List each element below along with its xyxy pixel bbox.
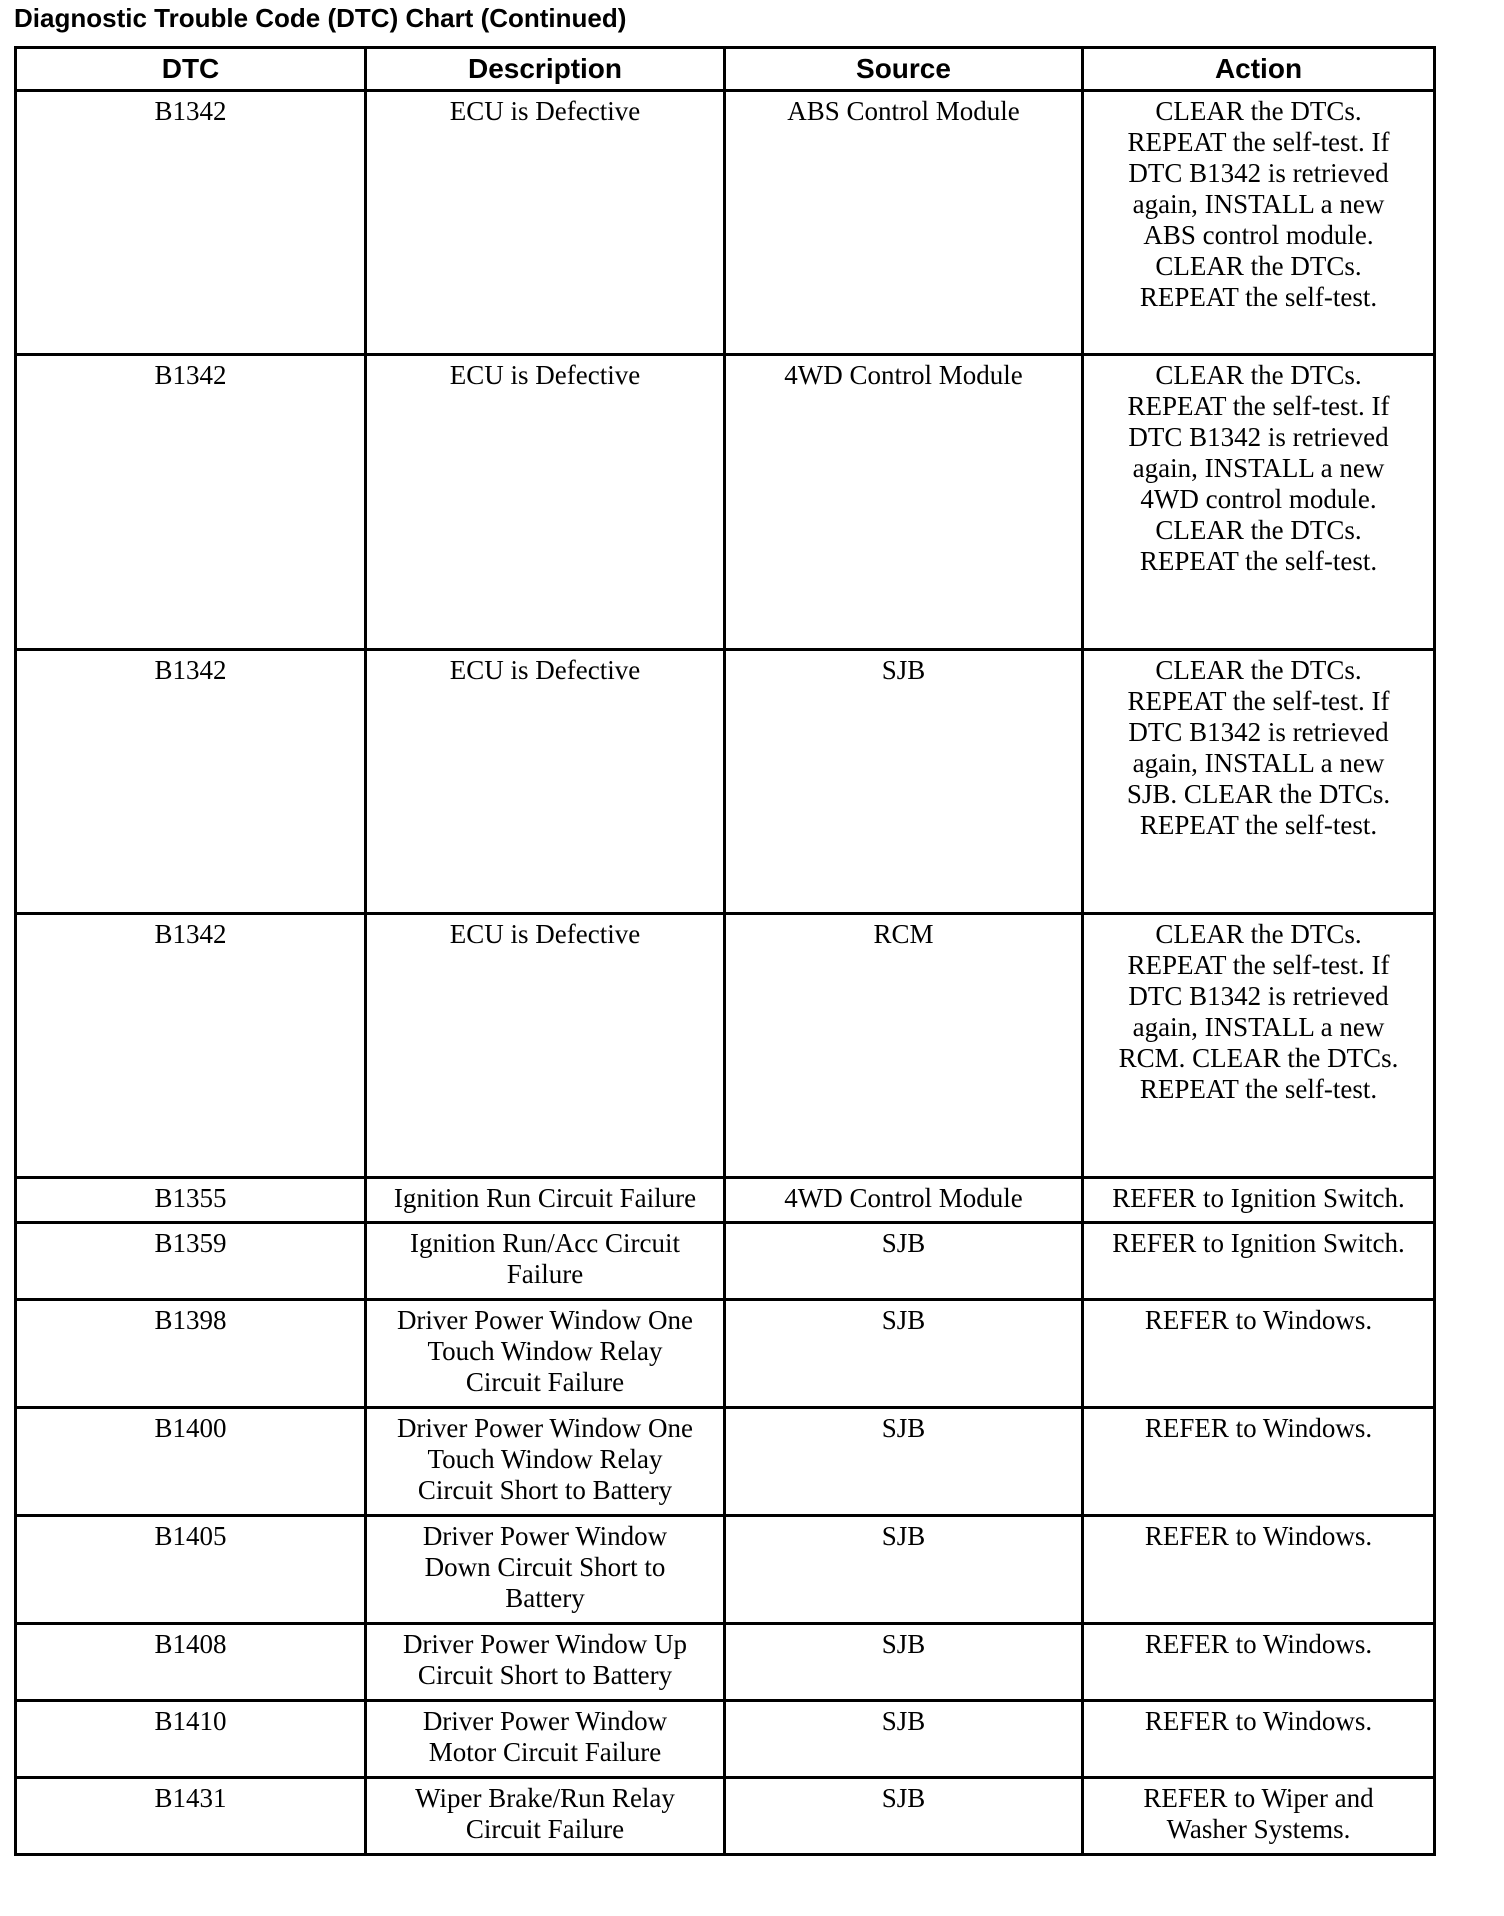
- table-row: [16, 355, 1435, 650]
- table-row: [16, 1223, 1435, 1300]
- column-header-description: Description: [366, 48, 725, 91]
- dtc-code: B1431: [16, 1778, 366, 1855]
- dtc-code: B1342: [16, 355, 366, 650]
- dtc-action: CLEAR the DTCs. REPEAT the self-test. If DTC B1342 is retrieved again, INSTALL a new SJB. CLEAR the DTCs. REPEAT the self-test.: [1083, 650, 1435, 914]
- column-header-source: Source: [725, 48, 1083, 91]
- dtc-action: CLEAR the DTCs. REPEAT the self-test. If DTC B1342 is retrieved again, INSTALL a new ABS control module. CLEAR the DTCs. REPEAT the self-test.: [1083, 91, 1435, 355]
- dtc-source: 4WD Control Module: [725, 355, 1083, 650]
- dtc-description: Wiper Brake/Run Relay Circuit Failure: [366, 1778, 725, 1855]
- table-row: [16, 1178, 1435, 1223]
- dtc-code: B1400: [16, 1408, 366, 1516]
- dtc-code: B1342: [16, 914, 366, 1178]
- dtc-action: REFER to Windows.: [1083, 1408, 1435, 1516]
- dtc-source: ABS Control Module: [725, 91, 1083, 355]
- dtc-source: SJB: [725, 1300, 1083, 1408]
- dtc-code: B1405: [16, 1516, 366, 1624]
- dtc-description: Driver Power Window One Touch Window Relay Circuit Short to Battery: [366, 1408, 725, 1516]
- dtc-code: B1410: [16, 1701, 366, 1778]
- dtc-code: B1355: [16, 1178, 366, 1223]
- table-row: [16, 650, 1435, 914]
- dtc-code: B1359: [16, 1223, 366, 1300]
- table-row: [16, 1408, 1435, 1516]
- dtc-action: CLEAR the DTCs. REPEAT the self-test. If DTC B1342 is retrieved again, INSTALL a new RCM. CLEAR the DTCs. REPEAT the self-test.: [1083, 914, 1435, 1178]
- dtc-source: SJB: [725, 1516, 1083, 1624]
- dtc-description: Driver Power Window One Touch Window Relay Circuit Failure: [366, 1300, 725, 1408]
- dtc-action: REFER to Wiper and Washer Systems.: [1083, 1778, 1435, 1855]
- dtc-action: REFER to Windows.: [1083, 1516, 1435, 1624]
- dtc-action: REFER to Ignition Switch.: [1083, 1178, 1435, 1223]
- dtc-action: REFER to Ignition Switch.: [1083, 1223, 1435, 1300]
- dtc-chart-table: [14, 46, 1436, 1856]
- dtc-description: ECU is Defective: [366, 914, 725, 1178]
- table-row: [16, 914, 1435, 1178]
- dtc-description: ECU is Defective: [366, 91, 725, 355]
- dtc-action: REFER to Windows.: [1083, 1624, 1435, 1701]
- dtc-code: B1408: [16, 1624, 366, 1701]
- dtc-description: Driver Power Window Down Circuit Short to Battery: [366, 1516, 725, 1624]
- dtc-description: Driver Power Window Motor Circuit Failure: [366, 1701, 725, 1778]
- dtc-code: B1398: [16, 1300, 366, 1408]
- dtc-action: REFER to Windows.: [1083, 1300, 1435, 1408]
- table-row: [16, 1701, 1435, 1778]
- dtc-description: ECU is Defective: [366, 650, 725, 914]
- dtc-source: SJB: [725, 650, 1083, 914]
- dtc-source: SJB: [725, 1624, 1083, 1701]
- dtc-code: B1342: [16, 650, 366, 914]
- dtc-source: SJB: [725, 1408, 1083, 1516]
- dtc-description: ECU is Defective: [366, 355, 725, 650]
- dtc-source: 4WD Control Module: [725, 1178, 1083, 1223]
- table-row: [16, 1516, 1435, 1624]
- dtc-source: SJB: [725, 1223, 1083, 1300]
- dtc-description: Driver Power Window Up Circuit Short to Battery: [366, 1624, 725, 1701]
- dtc-code: B1342: [16, 91, 366, 355]
- table-row: [16, 1300, 1435, 1408]
- table-row: [16, 91, 1435, 355]
- page-title: Diagnostic Trouble Code (DTC) Chart (Continued): [14, 3, 627, 33]
- dtc-description: Ignition Run Circuit Failure: [366, 1178, 725, 1223]
- dtc-source: SJB: [725, 1778, 1083, 1855]
- table-header-row: [16, 48, 1435, 91]
- dtc-action: CLEAR the DTCs. REPEAT the self-test. If DTC B1342 is retrieved again, INSTALL a new 4WD control module. CLEAR the DTCs. REPEAT the self-test.: [1083, 355, 1435, 650]
- dtc-source: RCM: [725, 914, 1083, 1178]
- dtc-action: REFER to Windows.: [1083, 1701, 1435, 1778]
- dtc-description: Ignition Run/Acc Circuit Failure: [366, 1223, 725, 1300]
- column-header-dtc: DTC: [16, 48, 366, 91]
- table-row: [16, 1624, 1435, 1701]
- column-header-action: Action: [1083, 48, 1435, 91]
- dtc-source: SJB: [725, 1701, 1083, 1778]
- table-row: [16, 1778, 1435, 1855]
